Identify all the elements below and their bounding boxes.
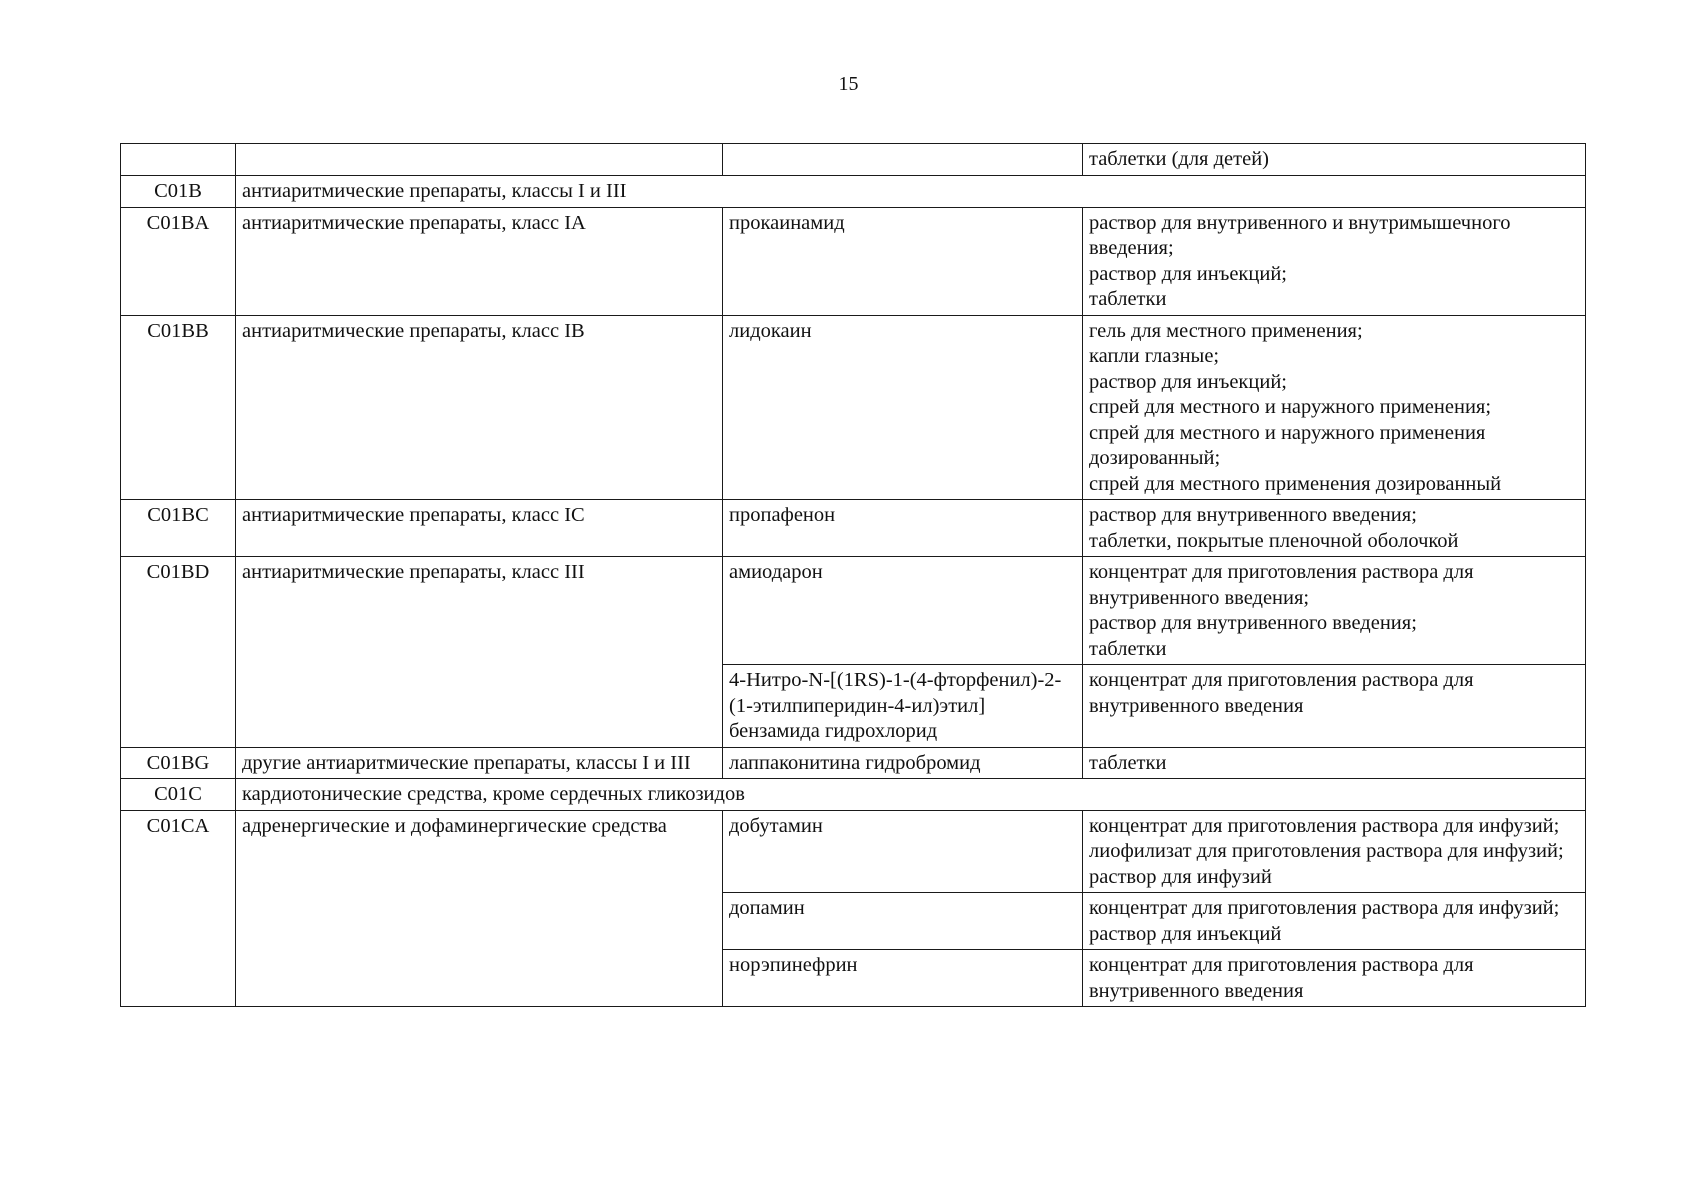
table-row — [121, 557, 1586, 665]
drug-name-cell: норэпинефрин — [723, 950, 1083, 1007]
drug-name-cell: добутамин — [723, 810, 1083, 893]
drug-name-cell: пропафенон — [723, 500, 1083, 557]
dosage-form-line: таблетки — [1089, 288, 1167, 310]
dosage-form-cell — [1083, 665, 1586, 748]
dosage-form-line: капли глазные; — [1089, 345, 1220, 367]
section-title-cell: антиаритмические препараты, классы I и III — [236, 176, 1586, 208]
group-cell: адренергические и дофаминергические средства — [236, 810, 723, 1007]
table-row — [121, 747, 1586, 779]
code-cell: C01B — [121, 176, 236, 208]
dosage-form-cell — [1083, 557, 1586, 665]
code-cell: C01BD — [121, 557, 236, 748]
code-cell — [121, 144, 236, 176]
dosage-form-cell — [1083, 500, 1586, 557]
dosage-form-cell — [1083, 144, 1586, 176]
code-cell: C01BC — [121, 500, 236, 557]
group-cell: антиаритмические препараты, класс III — [236, 557, 723, 748]
dosage-form-line: спрей для местного и наружного применения; — [1089, 396, 1492, 418]
dosage-form-line: таблетки (для детей) — [1089, 148, 1269, 170]
dosage-form-line: раствор для внутривенного и внутримышечного введения; — [1089, 211, 1511, 259]
code-cell: C01CA — [121, 810, 236, 1007]
code-cell: C01BG — [121, 747, 236, 779]
table-row — [121, 176, 1586, 208]
table-row — [121, 779, 1586, 811]
dosage-form-cell — [1083, 315, 1586, 500]
group-cell: другие антиаритмические препараты, классы I и III — [236, 747, 723, 779]
drug-name-cell: прокаинамид — [723, 207, 1083, 315]
drug-name-cell: лаппаконитина гидробромид — [723, 747, 1083, 779]
dosage-form-line: раствор для инъекций; — [1089, 262, 1287, 285]
dosage-form-line: концентрат для приготовления раствора для внутривенного введения; — [1089, 561, 1474, 609]
section-title-cell: кардиотонические средства, кроме сердечных гликозидов — [236, 779, 1586, 811]
dosage-form-line: таблетки, покрытые пленочной оболочкой — [1089, 529, 1459, 552]
group-cell: антиаритмические препараты, класс IA — [236, 207, 723, 315]
group-cell: антиаритмические препараты, класс IB — [236, 315, 723, 500]
dosage-form-line: раствор для внутривенного введения; — [1089, 612, 1417, 634]
code-cell: C01C — [121, 779, 236, 811]
dosage-form-line: спрей для местного применения дозированный — [1089, 472, 1502, 495]
table-row — [121, 144, 1586, 176]
dosage-form-line: таблетки — [1089, 637, 1167, 660]
drug-table — [120, 143, 1586, 1007]
drug-name-cell: допамин — [723, 893, 1083, 950]
dosage-form-line: концентрат для приготовления раствора для инфузий; — [1089, 897, 1560, 919]
dosage-form-line: раствор для инфузий — [1089, 865, 1272, 888]
dosage-form-line: раствор для внутривенного введения; — [1089, 504, 1417, 526]
dosage-form-line: концентрат для приготовления раствора для инфузий; — [1089, 814, 1560, 837]
table-row — [121, 810, 1586, 893]
page-number: 15 — [838, 73, 859, 95]
dosage-form-line: таблетки — [1089, 751, 1167, 774]
table-row — [121, 500, 1586, 557]
dosage-form-line: гель для местного применения; — [1089, 319, 1363, 342]
dosage-form-line: раствор для инъекций; — [1089, 370, 1287, 393]
dosage-form-cell — [1083, 810, 1586, 893]
dosage-form-line: концентрат для приготовления раствора для внутривенного введения — [1089, 669, 1474, 717]
dosage-form-line: концентрат для приготовления раствора для внутривенного введения — [1089, 954, 1474, 1002]
dosage-form-line: раствор для инъекций — [1089, 922, 1282, 945]
drug-name-cell — [723, 144, 1083, 176]
code-cell: C01BB — [121, 315, 236, 500]
dosage-form-cell — [1083, 950, 1586, 1007]
table-row — [121, 315, 1586, 500]
group-cell — [236, 144, 723, 176]
dosage-form-line: спрей для местного и наружного применения дозированный; — [1089, 421, 1486, 469]
dosage-form-cell — [1083, 893, 1586, 950]
group-cell: антиаритмические препараты, класс IC — [236, 500, 723, 557]
dosage-form-line: лиофилизат для приготовления раствора для инфузий; — [1089, 840, 1564, 862]
drug-name-cell: лидокаин — [723, 315, 1083, 500]
table-row — [121, 207, 1586, 315]
dosage-form-cell — [1083, 207, 1586, 315]
dosage-form-cell — [1083, 747, 1586, 779]
drug-name-cell: 4-Нитро-N-[(1RS)-1-(4-фторфенил)-2-(1-этилпиперидин-4-ил)этил] бензамида гидрохлорид — [723, 665, 1083, 748]
drug-name-cell: амиодарон — [723, 557, 1083, 665]
code-cell: C01BA — [121, 207, 236, 315]
